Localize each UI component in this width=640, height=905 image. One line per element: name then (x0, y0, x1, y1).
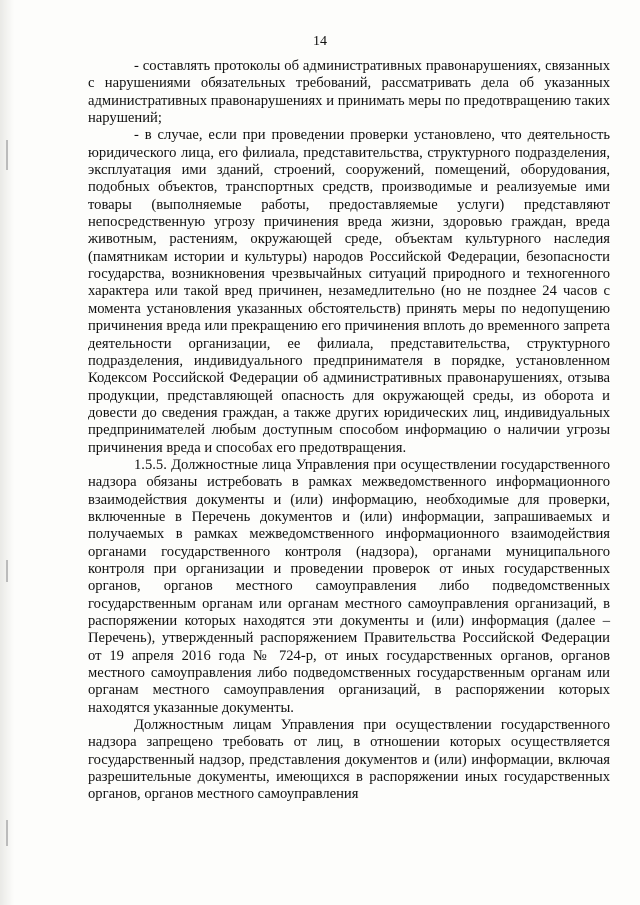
scan-artifact (6, 140, 8, 170)
scan-edge-shadow (0, 0, 14, 905)
page-number: 14 (313, 34, 327, 49)
paragraph-1-5-5: 1.5.5. Должностные лица Управления при осуществлении государственного надзора обязаны истребовать в рамках межведомственного информационного взаимодействия документы и (или) информацию, необходимые для проверки, включенные в Перечень документов и (или) информации, запрашиваемых и получаемых в рамках межведомственного информационного взаимодействия органами государственного контроля (надзора), органами муниципального контроля при организации и проведении проверок от иных государственных органов, органов местного самоуправления либо подведомственных государственным органам или органам местного самоуправления организаций, в распоряжении которых находятся эти документы и (или) информация (далее – Перечень), утвержденный распоряжением Правительства Российской Федерации от 19 апреля 2016 года № 724-р, от иных государственных органов, органов местного самоуправления либо подведомственных государственным органам или органам местного самоуправления организаций, в распоряжении которых находятся указанные документы. (88, 456, 610, 716)
paragraph-threat-measures: - в случае, если при проведении проверки установлено, что деятельность юридического лица, его филиала, представительства, структурного подразделения, эксплуатация ими зданий, строений, сооружений, помещений, оборудования, подобных объектов, транспортных средств, производимые и реализуемые ими товары (выполняемые работы, предоставляемые услуги) представляют непосредственную угрозу причинения вреда жизни, здоровью граждан, вреда животным, растениям, окружающей среде, объектам культурного наследия (памятникам истории и культуры) народов Российской Федерации, безопасности государства, возникновения чрезвычайных ситуаций природного и техногенного характера или такой вред причинен, незамедлительно (но не позднее 24 часов с момента установления указанных обстоятельств) принять меры по недопущению причинения вреда или прекращению его причинения вплоть до временного запрета деятельности организации, ее филиала, представительства, структурного подразделения, индивидуального предпринимателя в порядке, установленном Кодексом Российской Федерации об административных правонарушениях, отзыва продукции, представляющей опасность для окружающей среды, из оборота и довести до сведения граждан, а также других юридических лиц, индивидуальных предпринимателей любым доступным способом информацию о наличии угрозы причинения вреда и способах его предотвращения. (88, 127, 610, 456)
document-body (88, 58, 610, 804)
scan-artifact (6, 560, 8, 582)
paragraph-protocols: - составлять протоколы об административных правонарушениях, связанных с нарушениями обязательных требований, рассматривать дела об указанных административных правонарушениях и принимать меры по предотвращению таких нарушений; (88, 58, 610, 127)
paragraph-prohibition: Должностным лицам Управления при осуществлении государственного надзора запрещено требовать от лиц, в отношении которых осуществляется государственный надзор, представления документов и (или) информации, включая разрешительные документы, имеющихся в распоряжении иных государственных органов, органов местного самоуправления (88, 717, 610, 803)
scan-artifact (6, 820, 8, 846)
